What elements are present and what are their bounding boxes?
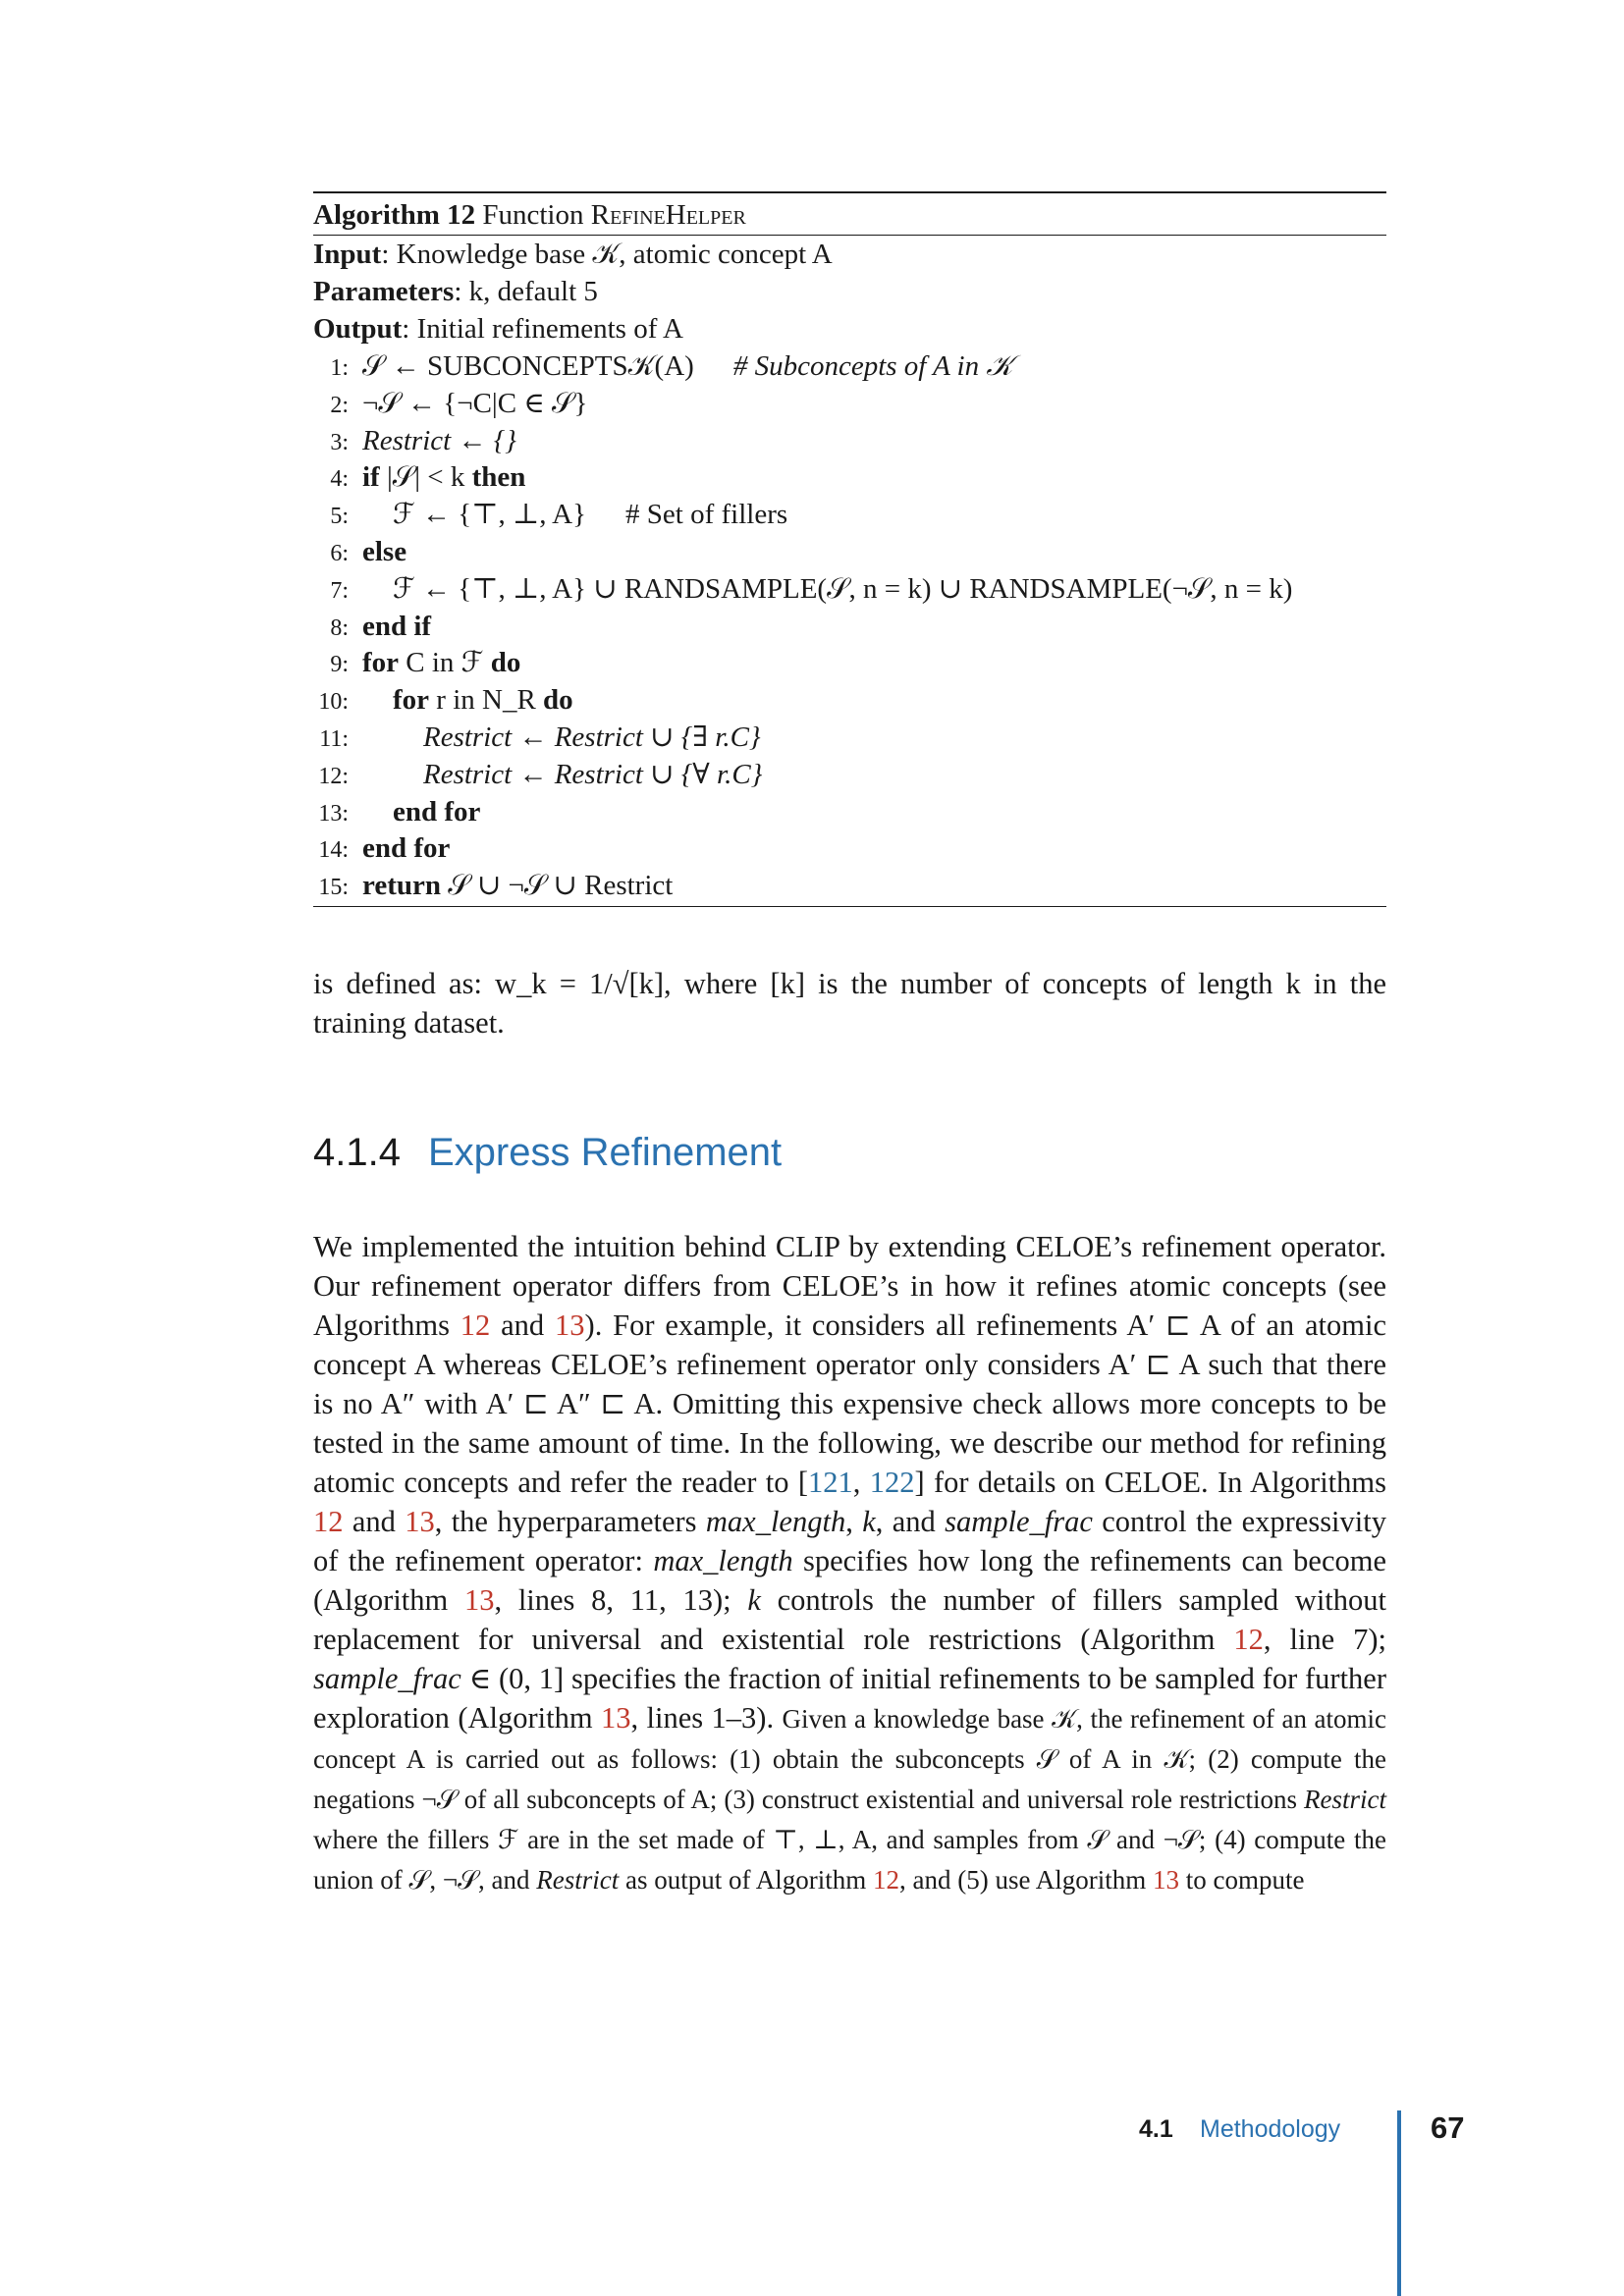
ref-algorithm-13[interactable]: 13 <box>1152 1865 1179 1895</box>
ref-algorithm-13[interactable]: 13 <box>555 1308 585 1342</box>
line-number: 14: <box>318 837 349 864</box>
footer-section-name: Methodology <box>1200 2115 1341 2143</box>
keyword: do <box>543 684 573 717</box>
line-code: Restrict ← Restrict ∪ {∃ r.C} <box>423 721 761 753</box>
algorithm-line <box>313 533 1386 570</box>
ref-algorithm-12[interactable]: 12 <box>460 1308 491 1342</box>
algorithm-input <box>313 236 1386 273</box>
algorithm-label: Algorithm 12 <box>313 199 476 231</box>
algorithm-line <box>313 719 1386 756</box>
algorithm-title-name: RefineHelper <box>590 199 746 231</box>
line-code: r in N_R <box>436 684 536 717</box>
line-number: 9: <box>330 652 349 678</box>
keyword: end for <box>393 795 481 828</box>
algorithm-title-prefix: Function <box>482 199 584 231</box>
line-comment: # Set of fillers <box>625 499 788 531</box>
params-label: Parameters <box>313 276 455 307</box>
line-number: 5: <box>330 504 349 530</box>
input-text: : Knowledge base 𝒦, atomic concept A <box>381 239 833 270</box>
line-code: ℱ ← {⊤, ⊥, A} <box>393 499 587 531</box>
algorithm-line <box>313 644 1386 681</box>
section-number: 4.1.4 <box>313 1131 401 1174</box>
line-code: |𝒮| < k <box>386 461 465 494</box>
algorithm-line <box>313 793 1386 830</box>
input-label: Input <box>313 239 382 270</box>
ref-algorithm-13[interactable]: 13 <box>600 1701 631 1735</box>
ref-algorithm-13[interactable]: 13 <box>405 1505 435 1538</box>
algorithm-line <box>313 496 1386 533</box>
line-code: 𝒮 ∪ ¬𝒮 ∪ Restrict <box>448 870 674 902</box>
algorithm-line <box>313 458 1386 496</box>
line-number: 11: <box>319 725 349 752</box>
line-number: 2: <box>330 392 349 418</box>
paragraph-weight-definition: is defined as: w_k = 1/√[k], where [k] is the number of concepts of length k in the training dataset. <box>313 967 1386 1040</box>
output-label: Output <box>313 313 403 345</box>
line-comment: # Subconcepts of A in 𝒦 <box>732 350 1013 382</box>
paragraph-express-refinement: We implemented the intuition behind CLIP by extending CELOE’s refinement operator. Our refinement operator differs from CELOE’s in how it refines atomic concepts (see Algorithms 12 and 13). For example, it considers all refinements A′ ⊏ A of an atomic concept A whereas CELOE’s refinement operator only considers A′ ⊏ A such that there is no A″ with A′ ⊏ A″ ⊏ A. Omitting this expensive check allows more concepts to be tested in the same amount of time. In the following, we describe our method for refining atomic concepts and refer the reader to [121, 122] for details on CELOE. In Algorithms 12 and 13, the hyperparameters max_length, k, and sample_frac control the expressivity of the refinement operator: max_length specifies how long the refinements can become (Algorithm 13, lines 8, 11, 13); k controls the number of fillers sampled without replacement for universal and existential role restrictions (Algorithm 12, line 7); sample_frac ∈ (0, 1] specifies the fraction of initial refinements to be sampled for further exploration (Algorithm 13, lines 1–3). Given a knowledge base 𝒦, the refinement of an atomic concept A is carried out as follows: (1) obtain the subconcepts 𝒮 of A in 𝒦; (2) compute the negations ¬𝒮 of all subconcepts of A; (3) construct existential and universal role restrictions Restrict where the fillers ℱ are in the set made of ⊤, ⊥, A, and samples from 𝒮 and ¬𝒮; (4) compute the union of 𝒮, ¬𝒮, and Restrict as output of Algorithm 12, and (5) use Algorithm 13 to compute <box>313 1230 1387 1895</box>
page-number: 67 <box>1431 2110 1465 2145</box>
line-code: Restrict ← {} <box>362 424 516 456</box>
line-code: 𝒮 ← SUBCONCEPTS𝒦(A) <box>362 350 694 382</box>
keyword: end if <box>362 610 432 642</box>
ref-algorithm-13[interactable]: 13 <box>463 1583 495 1617</box>
line-code: ¬𝒮 ← {¬C|C ∈ 𝒮} <box>362 387 588 419</box>
line-number: 13: <box>318 800 349 827</box>
line-code: ℱ ← {⊤, ⊥, A} ∪ RANDSAMPLE(𝒮, n = k) ∪ RANDSAMPLE(¬𝒮, n = k) <box>393 572 1293 605</box>
line-number: 7: <box>330 577 349 604</box>
ref-algorithm-12[interactable]: 12 <box>1233 1623 1264 1656</box>
section-heading <box>313 1131 782 1175</box>
algorithm-line <box>313 570 1386 608</box>
ref-algorithm-12[interactable]: 12 <box>313 1505 344 1538</box>
line-number: 3: <box>330 429 349 455</box>
algorithm-bottom-rule <box>313 906 1386 907</box>
line-number: 8: <box>330 614 349 641</box>
footer-divider <box>1397 2110 1401 2296</box>
keyword: end for <box>362 832 451 865</box>
algorithm-line <box>313 681 1386 719</box>
algorithm-parameters <box>313 273 1386 310</box>
line-number: 6: <box>330 540 349 566</box>
params-text: : k, default 5 <box>454 276 598 307</box>
algorithm-output <box>313 310 1386 347</box>
line-number: 1: <box>330 355 349 381</box>
section-title: Express Refinement <box>427 1131 783 1174</box>
cite-122[interactable]: 122 <box>869 1466 915 1499</box>
algorithm-line <box>313 347 1386 385</box>
keyword: do <box>490 647 521 679</box>
cite-121[interactable]: 121 <box>808 1466 853 1499</box>
line-number: 12: <box>318 763 349 789</box>
keyword: return <box>362 870 442 902</box>
line-code: Restrict ← Restrict ∪ {∀ r.C} <box>423 758 763 790</box>
algorithm-line <box>313 829 1386 867</box>
keyword: for <box>393 684 430 717</box>
line-code: C in ℱ <box>406 647 484 679</box>
keyword: then <box>471 461 526 494</box>
line-number: 4: <box>330 466 349 493</box>
algorithm-line <box>313 608 1386 645</box>
algorithm-line <box>313 867 1386 904</box>
keyword: if <box>362 461 380 494</box>
algorithm-line <box>313 385 1386 422</box>
footer-section-number: 4.1 <box>1139 2115 1173 2143</box>
keyword: for <box>362 647 400 679</box>
algorithm-line <box>313 422 1386 459</box>
line-number: 15: <box>318 875 349 901</box>
algorithm-header <box>313 193 1386 235</box>
keyword: else <box>362 535 407 567</box>
algorithm-box <box>313 191 1386 907</box>
ref-algorithm-12[interactable]: 12 <box>872 1865 899 1895</box>
line-number: 10: <box>318 689 349 716</box>
output-text: : Initial refinements of A <box>402 313 683 345</box>
algorithm-line <box>313 756 1386 793</box>
